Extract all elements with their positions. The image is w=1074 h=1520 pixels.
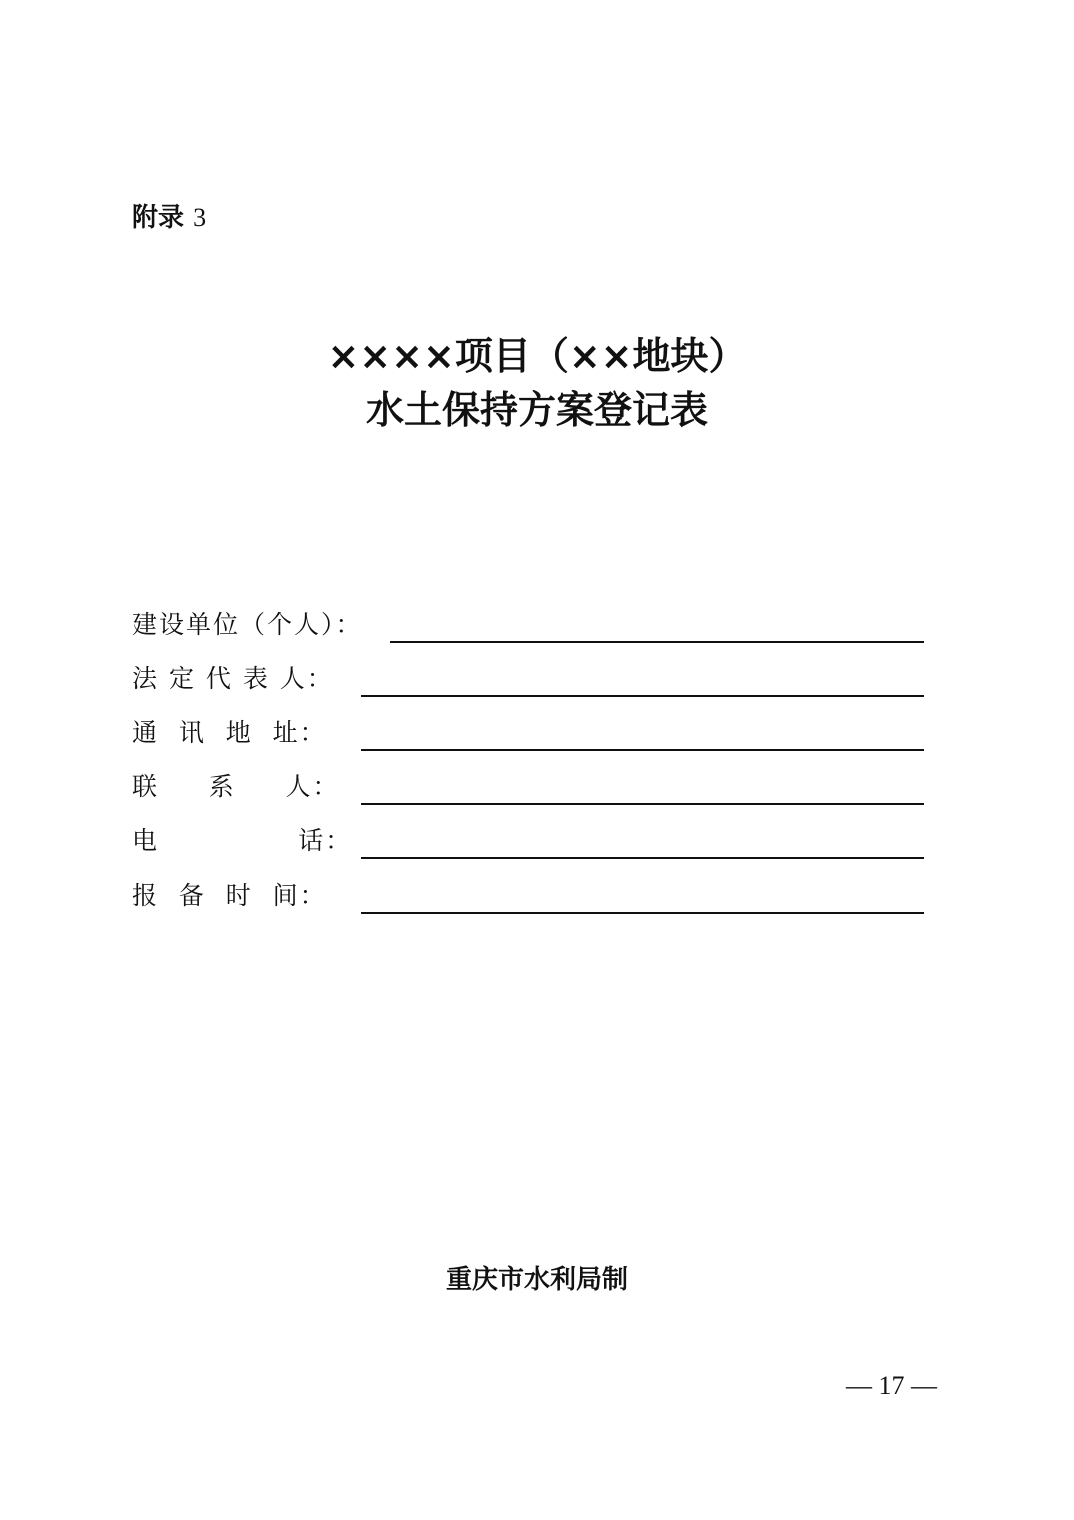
field-blank-legal-representative[interactable] [361, 695, 924, 697]
field-construction-unit [132, 603, 924, 643]
field-label-mailing-address: 通 讯 地 址： [132, 718, 327, 747]
field-blank-mailing-address[interactable] [361, 749, 924, 751]
field-label-legal-representative: 法 定 代 表 人： [132, 664, 334, 693]
field-label-construction-unit: 建设单位（个人）： [132, 610, 363, 639]
field-blank-contact-person[interactable] [361, 803, 924, 805]
field-telephone [132, 819, 924, 859]
field-label-contact-person: 联 系 人： [132, 772, 340, 801]
appendix-label [132, 200, 206, 236]
field-blank-construction-unit[interactable] [390, 641, 924, 643]
field-blank-telephone[interactable] [361, 857, 924, 859]
field-contact-person [132, 765, 924, 805]
field-label-filing-date: 报 备 时 间： [132, 881, 327, 910]
field-mailing-address [132, 711, 924, 751]
page-number: — 17 — [846, 1371, 937, 1400]
appendix-number: 3 [193, 203, 207, 232]
issuer-text: 重庆市水利局制 [445, 1265, 628, 1295]
document-title-line2: 水土保持方案登记表 [365, 388, 708, 432]
field-filing-date [132, 874, 924, 914]
field-label-telephone: 电 话： [132, 826, 353, 855]
field-legal-representative [132, 657, 924, 697]
field-blank-filing-date[interactable] [361, 912, 924, 914]
document-title-line1: ××××项目（××地块） [327, 334, 747, 378]
appendix-text: 附录 [132, 203, 185, 233]
